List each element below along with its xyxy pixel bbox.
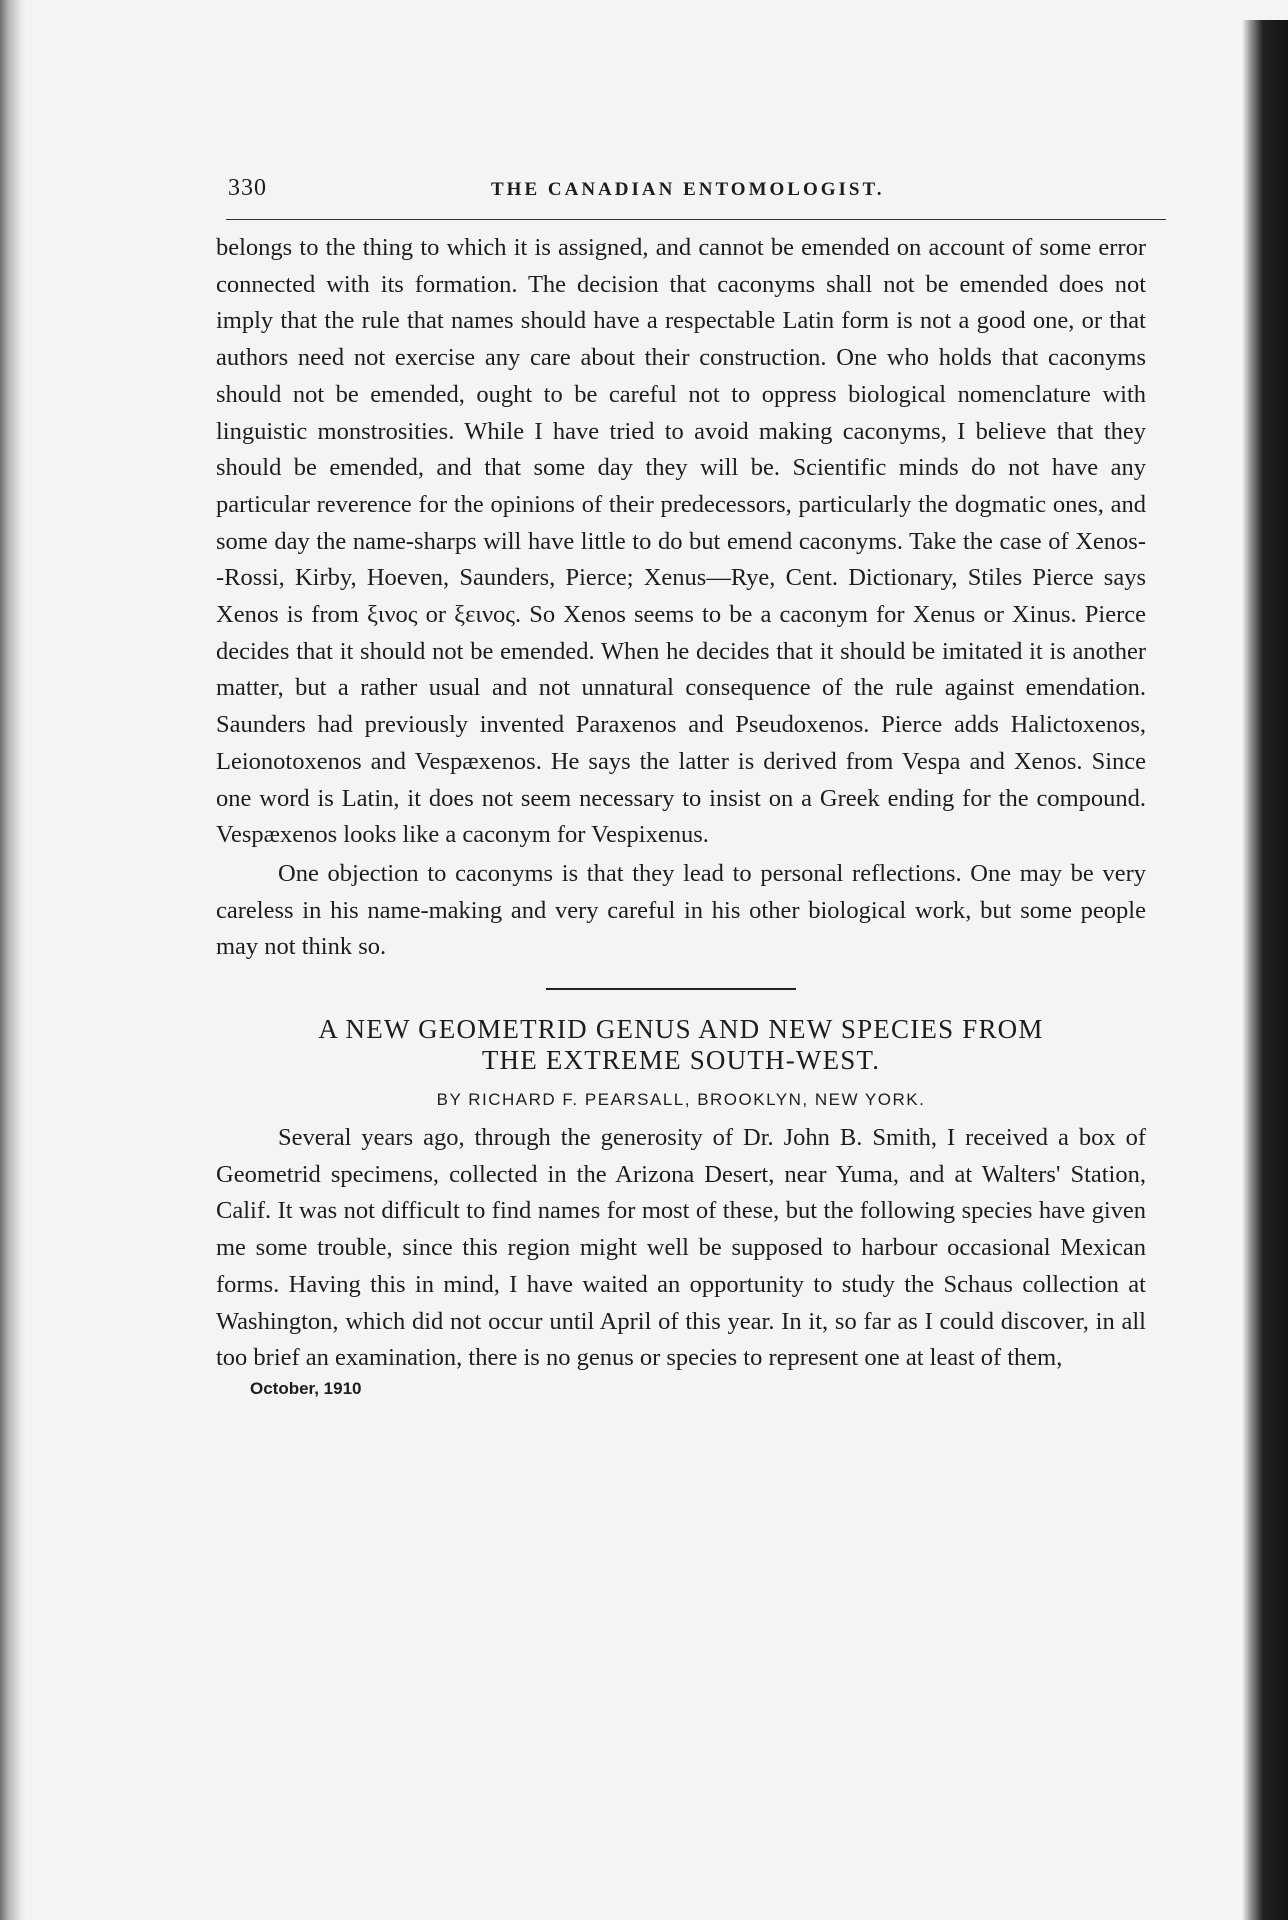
document-page (216, 175, 1146, 1399)
article-title-line-1: A NEW GEOMETRID GENUS AND NEW SPECIES FROM (318, 1014, 1044, 1045)
page-number: 330 (228, 175, 267, 201)
footer-date: October, 1910 (250, 1378, 362, 1398)
article-paragraph-1: Several years ago, through the generosity of Dr. John B. Smith, I received a box of Geometrid specimens, collected in the Arizona Desert, near Yuma, and at Walters' Station, Calif. It was not difficult to find names for most of these, but the following species have given me some trouble, since this region might well be supposed to harbour occasional Mexican forms. Having this in mind, I have waited an opportunity to study the Schaus collection at Washington, which did not occur until April of this year. In it, so far as I could discover, in all too brief an examination, there is no genus or species to represent one at least of them, (216, 1124, 1146, 1372)
section-divider (546, 988, 796, 990)
article-title (216, 1014, 1146, 1076)
page-edge-shadow (1242, 20, 1288, 1920)
paragraph-continued: belongs to the thing to which it is assigned, and cannot be emended on account of some error connected with its formation. The decision that caconyms shall not be emended does not imply that the rule that names should have a respectable Latin form is not a good one, or that authors need not exercise any care about their construction. One who holds that caconyms should not be emended, ought to be careful not to oppress biological nomenclature with linguistic monstrosities. While I have tried to avoid making caconyms, I believe that they should be emended, and that some day they will be. Scientific minds do not have any particular reverence for the opinions of their predecessors, particularly the dogmatic ones, and some day the name-sharps will have little to do but emend caconyms. Take the case of Xenos--Rossi, Kirby, Hoeven, Saunders, Pierce; Xenus—Rye, Cent. Dictionary, Stiles Pierce says Xenos is from ξινος or ξεινος. So Xenos seems to be a caconym for Xenus or Xinus. Pierce decides that it should not be emended. When he decides that it should be imitated it is another matter, but a rather usual and not unnatural consequence of the rule against emendation. Saunders had previously invented Paraxenos and Pseudoxenos. Pierce adds Halictoxenos, Leionotoxenos and Vespæxenos. He says the latter is derived from Vespa and Xenos. Since one word is Latin, it does not seem necessary to insist on a Greek ending for the compound. Vespæxenos looks like a caconym for Vespixenus. (216, 234, 1146, 849)
paragraph-caconyms-objection: One objection to caconyms is that they lead to personal reflections. One may be very careless in his name-making and very careful in his other biological work, but some people may not think so. (216, 859, 1146, 961)
article-title-line-2: THE EXTREME SOUTH-WEST. (481, 1045, 881, 1076)
journal-title: THE CANADIAN ENTOMOLOGIST. (491, 179, 885, 200)
article-byline: BY RICHARD F. PEARSALL, BROOKLYN, NEW YORK. (436, 1090, 926, 1110)
running-head (216, 175, 1146, 209)
page-binding-shadow (0, 0, 26, 1920)
header-rule (226, 219, 1166, 220)
